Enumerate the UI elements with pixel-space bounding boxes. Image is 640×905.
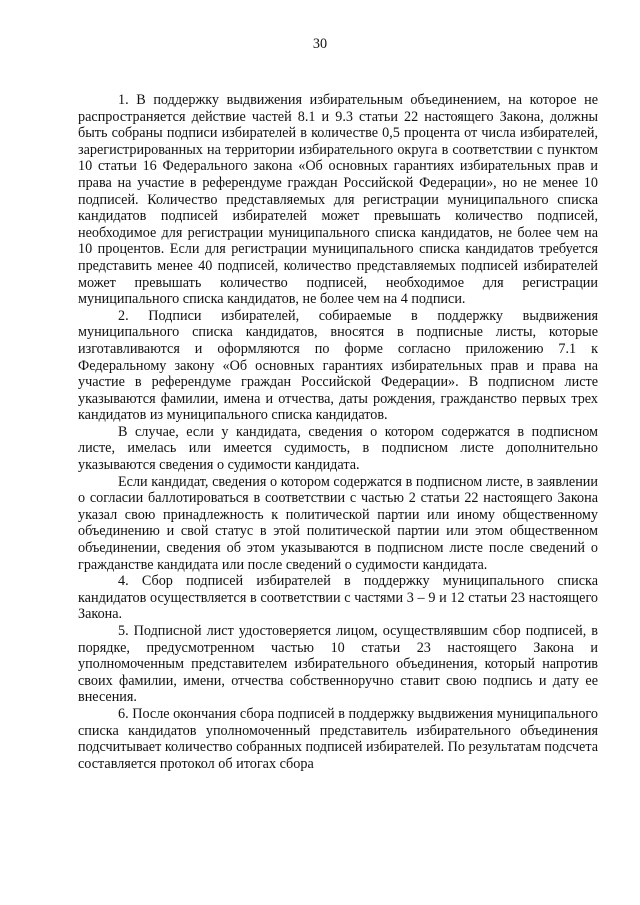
paragraph-4: 4. Сбор подписей избирателей в поддержку муниципального списка кандидатов осуществляется в соответствии с частями 3 – 9 и 12 статьи 23 настоящего Закона. [78, 573, 598, 623]
paragraph-party-affiliation: Если кандидат, сведения о котором содержатся в подписном листе, в заявлении о согласии баллотироваться в соответствии с частью 2 статьи 22 настоящего Закона указал свою принадлежность к политической партии или иному общественному объединению и свой статус в этой политической партии или этом общественном объединении, сведения об этом указываются в подписном листе после сведений о гражданстве кандидата или после сведений о судимости кандидата. [78, 473, 598, 573]
document-body [78, 92, 598, 772]
paragraph-criminal-record: В случае, если у кандидата, сведения о котором содержатся в подписном листе, имелась или имеется судимость, в подписном листе дополнительно указываются сведения о судимости кандидата. [78, 423, 598, 474]
paragraph-2: 2. Подписи избирателей, собираемые в поддержку выдвижения муниципального списка кандидатов, вносятся в подписные листы, которые изготавливаются и оформляются по форме согласно приложению 7.1 к Федеральному закону «Об основных гарантиях избирательных прав и права на участие в референдуме граждан Российской Федерации». В подписном листе указываются фамилии, имена и отчества, даты рождения, гражданство первых трех кандидатов из муниципального списка кандидатов. [78, 307, 598, 424]
page-number: 30 [312, 36, 328, 52]
paragraph-6: 6. После окончания сбора подписей в поддержку выдвижения муниципального списка кандидатов уполномоченный представитель избирательного объединения подсчитывает количество собранных подписей избирателей. По результатам подсчета составляется протокол об итогах сбора [78, 705, 598, 772]
paragraph-1: 1. В поддержку выдвижения избирательным объединением, на которое не распространяется действие частей 8.1 и 9.3 статьи 22 настоящего Закона, должны быть собраны подписи избирателей в количестве 0,5 процента от числа избирателей, зарегистрированных на территории избирательного округа в соответствии с пунктом 10 статьи 16 Федерального закона «Об основных гарантиях избирательных прав и права на участие в референдуме граждан Российской Федерации», но не менее 10 подписей. Количество представляемых для регистрации муниципального списка кандидатов подписей избирателей может превышать количество подписей, необходимое для регистрации муниципального списка кандидатов, не более чем на 10 процентов. Если для регистрации муниципального списка кандидатов требуется представить менее 40 подписей, количество представляемых подписей избирателей может превышать количество подписей, необходимое для регистрации муниципального списка кандидатов, не более чем на 4 подписи. [78, 92, 598, 308]
paragraph-5: 5. Подписной лист удостоверяется лицом, осуществлявшим сбор подписей, в порядке, предусмотренном частью 10 статьи 23 настоящего Закона и уполномоченным представителем избирательного объединения, который напротив своих фамилии, имени, отчества собственноручно ставит свою подпись и дату ее внесения. [78, 623, 598, 706]
